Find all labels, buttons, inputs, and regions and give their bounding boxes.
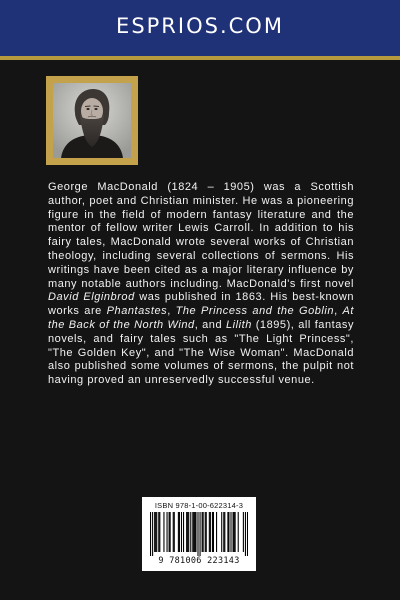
barcode-bar xyxy=(195,512,196,552)
book-title: David Elginbrod xyxy=(48,291,135,304)
barcode-digits: 9 781006 223143 xyxy=(158,556,240,566)
barcode-bar xyxy=(170,512,171,552)
barcode-bar xyxy=(216,512,217,552)
book-title: Phantastes xyxy=(106,305,168,318)
barcode-bar xyxy=(212,512,213,552)
barcode-bar xyxy=(173,512,174,552)
author-biography xyxy=(48,181,354,388)
book-title: The Princess and the Goblin xyxy=(175,305,335,318)
barcode-bar xyxy=(178,512,179,552)
barcode-bar xyxy=(224,512,225,552)
barcode-bar xyxy=(163,512,164,552)
barcode-bar xyxy=(203,512,204,552)
barcode-bar xyxy=(152,512,153,556)
author-portrait-frame xyxy=(46,76,138,165)
barcode-bar xyxy=(174,512,175,552)
barcode-bar xyxy=(188,512,189,552)
barcode-bar xyxy=(213,512,214,552)
author-portrait xyxy=(53,83,131,158)
biography-text: was published in 1863. His best-known works are xyxy=(48,291,355,318)
biography-text: George MacDonald (1824 – 1905) was a Scottish author, poet and Christian minister. He was a pioneering figure in the field of modern fantasy literature and the mentor of fellow writer Lewis Carroll. In addition to his fairy tales, MacDonald wrote several works of Christian theology, including several collections of sermons. His writings have been cited as a major literary influence by many notable authors including. MacDonald's first novel xyxy=(48,181,354,290)
barcode-bar xyxy=(228,512,229,552)
barcode-bar xyxy=(230,512,231,552)
publisher-title: ESPRIOS.COM xyxy=(116,14,284,38)
barcode-bar xyxy=(179,512,180,552)
barcode-bar xyxy=(202,512,203,552)
barcode-bar xyxy=(169,512,170,552)
barcode-bar xyxy=(190,512,191,552)
biography-text: , xyxy=(167,305,176,318)
barcode-bar xyxy=(227,512,228,552)
barcode-bar xyxy=(193,512,194,552)
barcode-bar xyxy=(209,512,210,552)
barcode-bar xyxy=(167,512,168,552)
barcode-bar xyxy=(158,512,159,552)
barcode-bar xyxy=(192,512,193,552)
barcode-bar xyxy=(245,512,246,556)
barcode-bar xyxy=(183,512,184,552)
book-title: At the Back of the North Wind xyxy=(48,305,354,331)
barcode-bar xyxy=(150,512,151,556)
barcode-bar xyxy=(235,512,236,552)
barcode-bar xyxy=(155,512,156,552)
barcode-bar xyxy=(187,512,188,552)
barcode-bar xyxy=(223,512,224,552)
barcode-bar xyxy=(200,512,201,556)
book-title: Lilith xyxy=(225,318,252,331)
biography-text: , xyxy=(334,305,343,318)
barcode-bar xyxy=(210,512,211,552)
barcode-bar xyxy=(159,512,160,552)
barcode-bar xyxy=(181,512,182,552)
biography-text: , and xyxy=(194,318,226,331)
barcode-bar xyxy=(238,512,239,552)
biography-text: (1895), all fantasy novels, and fairy tales such as "The Light Princess", "The Golden Key", and "The Wise Woman". MacDonald also published some volumes of sermons, the pulpit not having proved an unreservedly successful venue. xyxy=(48,318,355,387)
isbn-label: ISBN 978-1-00-622314-3 xyxy=(154,501,244,510)
barcode-bar xyxy=(194,512,195,552)
barcode-bar xyxy=(221,512,222,552)
barcode-bar xyxy=(154,512,155,552)
publisher-header xyxy=(0,0,400,60)
barcode-bar xyxy=(233,512,234,552)
isbn-barcode xyxy=(142,497,256,571)
barcode-bar xyxy=(205,512,206,552)
barcode-bar xyxy=(186,512,187,552)
barcode-bar xyxy=(206,512,207,552)
barcode-bar xyxy=(197,512,198,556)
barcode-bar xyxy=(247,512,248,556)
barcode-bars xyxy=(150,512,248,556)
barcode-bar xyxy=(156,512,157,552)
barcode-bar xyxy=(243,512,244,552)
barcode-bar xyxy=(234,512,235,552)
